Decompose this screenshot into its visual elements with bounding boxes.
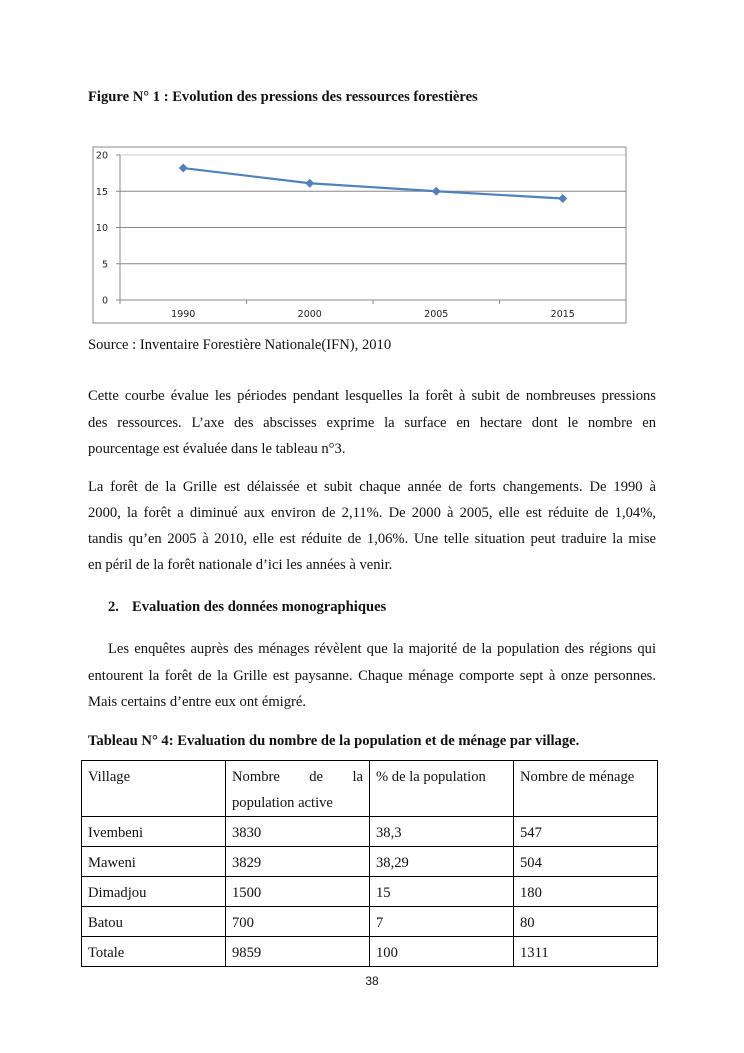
- section-number: 2.: [108, 599, 119, 615]
- paragraph-line: Mais certains d’entre eux ont émigré.: [88, 694, 307, 710]
- y-tick-label: 20: [95, 150, 108, 162]
- paragraph-line: entourent la forêt de la Grille est paysanne. Chaque ménage comporte sept à onze personnes.: [88, 668, 656, 684]
- table-cell: 1500: [226, 877, 370, 907]
- table-row: [82, 907, 658, 937]
- x-tick-label: 2000: [297, 309, 322, 320]
- y-tick-label: 15: [95, 186, 108, 198]
- y-tick-label: 0: [101, 295, 108, 307]
- header-cell: Nombre de ménage: [514, 761, 658, 817]
- table-row: [82, 847, 658, 877]
- paragraph-line: Cette courbe évalue les périodes pendant lesquelles la forêt à subit de nombreuses pressions: [88, 388, 656, 404]
- table-cell: 100: [370, 937, 514, 967]
- table-cell: 9859: [226, 937, 370, 967]
- table-cell: Dimadjou: [82, 877, 226, 907]
- table-cell: 180: [514, 877, 658, 907]
- paragraph-line: des ressources. L’axe des abscisses exprime la surface en hectare dont le nombre en: [88, 415, 656, 431]
- table-cell: 38,3: [370, 817, 514, 847]
- x-tick-label: 2015: [550, 309, 575, 320]
- table-title: Tableau N° 4: Evaluation du nombre de la population et de ménage par village.: [88, 733, 580, 749]
- table-cell: Batou: [82, 907, 226, 937]
- header-cell: % de la population: [370, 761, 514, 817]
- table-cell: 38,29: [370, 847, 514, 877]
- table-cell: 3829: [226, 847, 370, 877]
- table-cell: Ivembeni: [82, 817, 226, 847]
- table-cell: 504: [514, 847, 658, 877]
- table-cell: 15: [370, 877, 514, 907]
- header-cell: Village: [82, 761, 226, 817]
- table-row: [82, 817, 658, 847]
- x-tick-label: 1990: [171, 309, 196, 320]
- header-cell: Nombre de la population active: [226, 761, 370, 817]
- population-table: [81, 760, 658, 967]
- x-tick-label: 2005: [424, 309, 449, 320]
- paragraph-line: tandis qu’en 2005 à 2010, elle est réduite de 1,06%. Une telle situation peut traduire la mise: [88, 531, 656, 547]
- paragraph-line: en péril de la forêt nationale d’ici les années à venir.: [88, 557, 393, 573]
- table-cell: 547: [514, 817, 658, 847]
- paragraph-line: La forêt de la Grille est délaissée et subit chaque année de forts changements. De 1990 à: [88, 479, 656, 495]
- paragraph-line: 2000, la forêt a diminué aux environ de 2,11%. De 2000 à 2005, elle est réduite de 1,04%,: [88, 505, 656, 521]
- figure-source: Source : Inventaire Forestière Nationale(IFN), 2010: [88, 337, 392, 353]
- table-header-row: [82, 761, 658, 817]
- y-tick-label: 10: [95, 223, 108, 234]
- paragraph-line: pourcentage est évaluée dans le tableau n°3.: [88, 441, 346, 457]
- table-cell: 3830: [226, 817, 370, 847]
- paragraph-line: Les enquêtes auprès des ménages révèlent que la majorité de la population des régions qui: [108, 641, 656, 657]
- table-cell: Totale: [82, 937, 226, 967]
- table-cell: 1311: [514, 937, 658, 967]
- section-heading: Evaluation des données monographiques: [132, 599, 387, 615]
- table-cell: 7: [370, 907, 514, 937]
- table-cell: Maweni: [82, 847, 226, 877]
- chart-border: [93, 147, 626, 323]
- table-cell: 700: [226, 907, 370, 937]
- table-cell: 80: [514, 907, 658, 937]
- figure-title: Figure N° 1 : Evolution des pressions des ressources forestières: [88, 89, 478, 105]
- y-tick-label: 5: [101, 259, 108, 271]
- table-row: [82, 877, 658, 907]
- table-row: [82, 937, 658, 967]
- page-number: 38: [365, 974, 379, 988]
- line-chart: [0, 0, 744, 340]
